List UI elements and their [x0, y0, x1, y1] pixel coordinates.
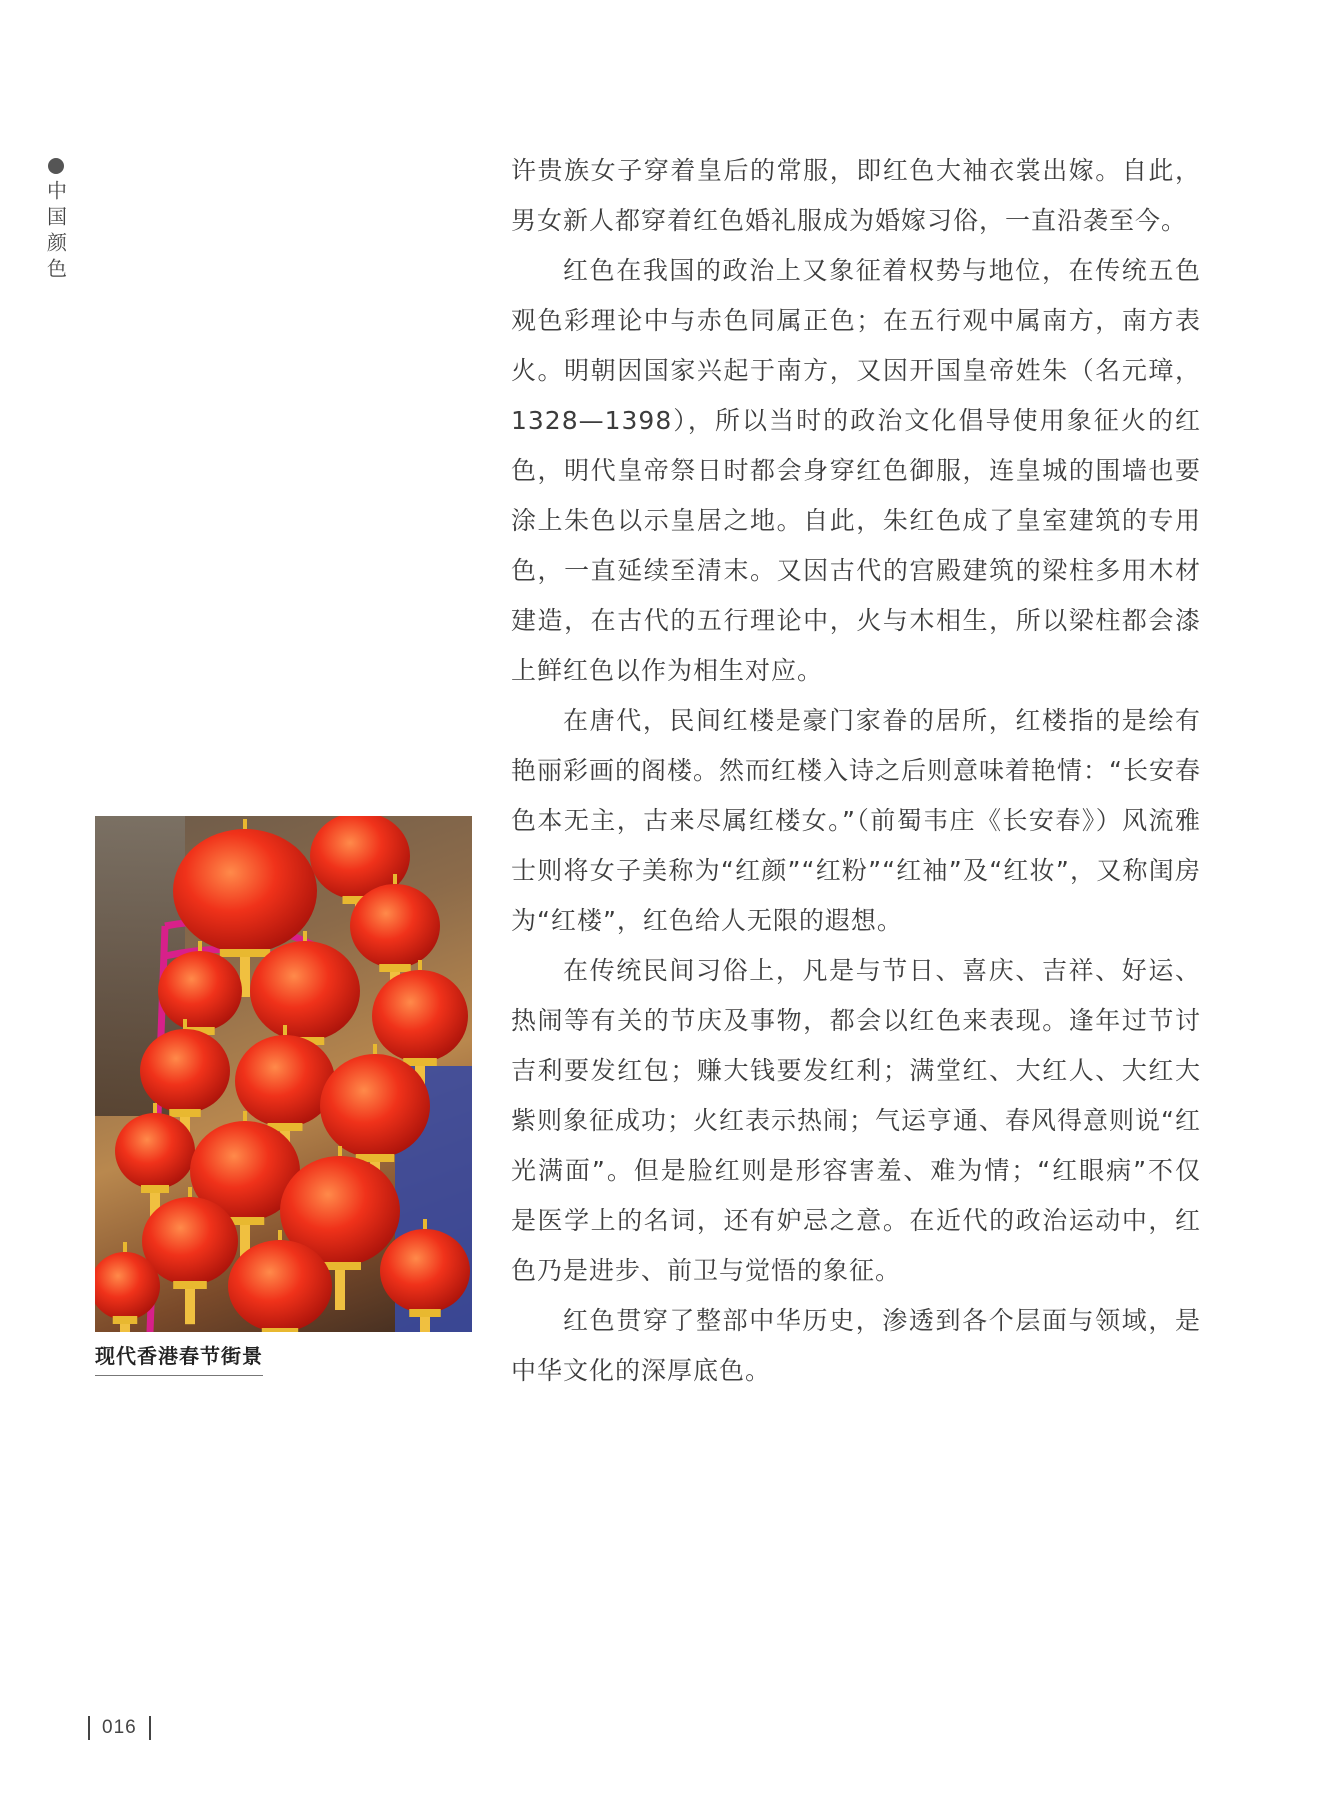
side-label-text: 中国颜色: [43, 180, 68, 284]
section-side-label: [44, 158, 68, 284]
lantern-illustration: [95, 816, 472, 1332]
lantern: [115, 1113, 195, 1189]
paragraph-5: 红色贯穿了整部中华历史，渗透到各个层面与领域，是中华文化的深厚底色。: [511, 1306, 1201, 1385]
lantern-tassel: [420, 1317, 430, 1332]
lantern: [250, 941, 360, 1041]
lantern: [235, 1035, 335, 1127]
lantern-cap: [220, 949, 270, 957]
lantern: [228, 1240, 332, 1332]
lantern-cap: [262, 1328, 298, 1332]
lantern: [320, 1054, 430, 1158]
lantern-cap: [141, 1185, 169, 1193]
paragraph-1: 许贵族女子穿着皇后的常服，即红色大袖衣裳出嫁。自此，男女新人都穿着红色婚礼服成为婚嫁习俗，一直沿袭至今。: [511, 156, 1201, 235]
page-number-bar-left: [88, 1716, 90, 1740]
lantern-tassel: [120, 1324, 130, 1332]
page-number-block: [88, 1715, 151, 1741]
lantern: [173, 829, 317, 953]
lantern: [372, 970, 468, 1062]
lantern: [380, 1229, 470, 1313]
lantern-cap: [379, 964, 411, 972]
page-number: 016: [102, 1717, 137, 1738]
lantern: [350, 884, 440, 968]
paragraph-4: 在传统民间习俗上，凡是与节日、喜庆、吉祥、好运、热闹等有关的节庆及事物，都会以红色来表现。逢年过节讨吉利要发红包；赚大钱要发红利；满堂红、大红人、大红大紫则象征成功；火红表示热闹；气运亨通、春风得意则说“红光满面”。但是脸红则是形容害羞、难为情；“红眼病”不仅是医学上的名词，还有妒忌之意。在近代的政治运动中，红色乃是进步、前卫与觉悟的象征。: [511, 956, 1201, 1285]
lantern-cap: [113, 1316, 138, 1324]
lantern: [140, 1029, 230, 1113]
lantern-cap: [409, 1309, 441, 1317]
lantern-photo: [95, 816, 472, 1332]
lantern: [158, 951, 242, 1031]
paragraph-3: 在唐代，民间红楼是豪门家眷的居所，红楼指的是绘有艳丽彩画的阁楼。然而红楼入诗之后则意味着艳情：“长安春色本无主，古来尽属红楼女。”（前蜀韦庄《长安春》）风流雅士则将女子美称为“红颜”“红粉”“红袖”及“红妆”，又称闺房为“红楼”，红色给人无限的遐想。: [511, 706, 1201, 935]
photo-caption: 现代香港春节街景: [95, 1340, 263, 1376]
body-text-column: [511, 146, 1201, 1396]
bullet-dot-icon: [48, 158, 64, 174]
paragraph-2: 红色在我国的政治上又象征着权势与地位，在传统五色观色彩理论中与赤色同属正色；在五行观中属南方，南方表火。明朝因国家兴起于南方，又因开国皇帝姓朱（名元璋，1328—1398），所以当时的政治文化倡导使用象征火的红色，明代皇帝祭日时都会身穿红色御服，连皇城的围墙也要涂上朱色以示皇居之地。自此，朱红色成了皇室建筑的专用色，一直延续至清末。又因古代的宫殿建筑的梁柱多用木材建造，在古代的五行理论中，火与木相生，所以梁柱都会漆上鲜红色以作为相生对应。: [511, 256, 1201, 685]
lantern-tassel: [335, 1270, 345, 1310]
lantern-tassel: [185, 1289, 195, 1324]
lantern-cap: [169, 1109, 201, 1117]
page-number-bar-right: [149, 1716, 151, 1740]
lantern-cap: [173, 1281, 207, 1289]
